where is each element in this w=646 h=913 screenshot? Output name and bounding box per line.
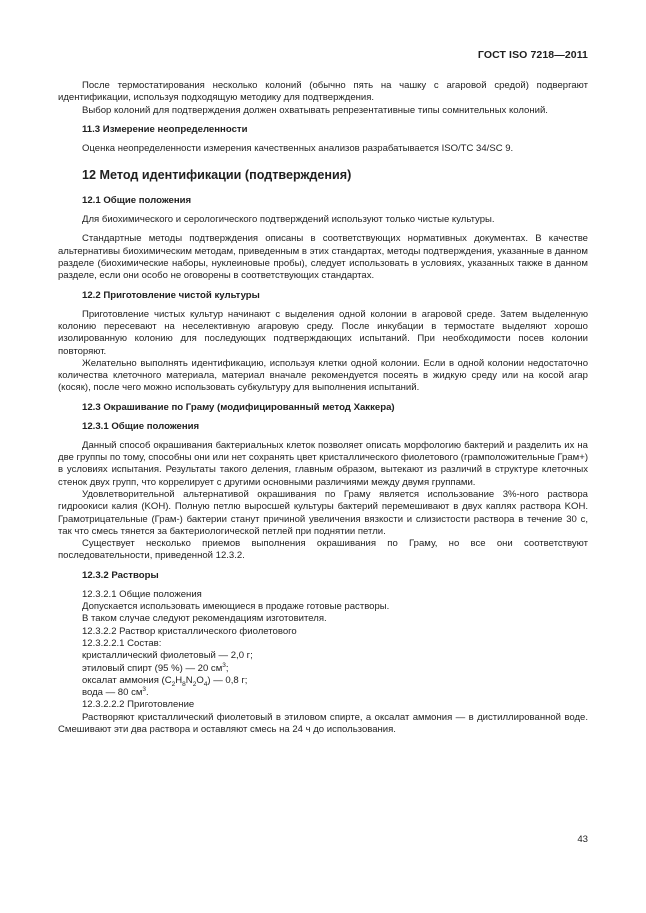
- list-line: 12.3.2.2.1 Состав:: [82, 637, 162, 649]
- section-heading-12: 12 Метод идентификации (подтверждения): [82, 168, 352, 183]
- paragraph: Растворяют кристаллический фиолетовый в этиловом спирте, а оксалат аммония — в дистиллированной воде. Смешивают эти два раствора и оставляют смесь на 24 ч до использования.: [58, 711, 588, 735]
- paragraph: Существует несколько приемов выполнения окрашивания по Граму, но все они соответствуют последовательности, приведенной 12.3.2.: [58, 538, 588, 562]
- paragraph: Приготовление чистых культур начинают с выделения одной колонии в агаровой среде. Затем выделенную колонию пересевают на неселективную агаровую среду. После инкубации в термостате выделяют хорошо изолированную колонию для последующих подтверждающих испытаний. При необходимости посев колонии повторяют.: [58, 308, 588, 357]
- paragraph: Данный способ окрашивания бактериальных клеток позволяет описать морфологию бактерий и разделить их на две группы по тому, способны они или нет сохранять цвет кристаллического фиолетового (грамположительные Грам+) в условиях испытания. Результаты такого деления, главным образом, вытекают из различий в структуре клеточных стенок двух групп, что коррелирует с другими основными различиями между двумя группами.: [58, 439, 588, 488]
- list-line: 12.3.2.2 Раствор кристаллического фиолетового: [82, 625, 297, 637]
- list-line: вода — 80 $см^3$.: [82, 685, 149, 699]
- section-heading-12-1: 12.1 Общие положения: [82, 195, 192, 207]
- paragraph: Стандартные методы подтверждения описаны в соответствующих нормативных документах. В качестве альтернативы биохимическим методам, приведенным в этих стандартах, методы подтверждения, указанные в данном разделе (биохимические наборы, нуклеиновые пробы), следует использовать в условиях, указанных также в данном разделе, если они особо не оговорены в соответствующих стандартах.: [58, 233, 588, 282]
- section-heading-12-3-2: 12.3.2 Растворы: [82, 569, 159, 581]
- list-line: этиловый спирт (95 %) — 20 $см^3$;: [82, 661, 229, 674]
- paragraph: Для биохимического и серологического подтверждений используют только чистые культуры.: [82, 214, 495, 226]
- list-line: Допускается использовать имеющиеся в продаже готовые растворы.: [82, 601, 390, 613]
- list-line: В таком случае следуют рекомендациям изготовителя.: [82, 613, 327, 625]
- section-heading-11-3: 11.3 Измерение неопределенности: [82, 123, 248, 135]
- page-number: 43: [577, 834, 588, 845]
- list-line: кристаллический фиолетовый — 2,0 г;: [82, 650, 253, 662]
- paragraph: Удовлетворительной альтернативой окрашивания по Граму является использование 3%-ного раствора гидроокиси калия (KOH). Полную петлю выросшей культуры бактерий перемешивают в двух каплях раствора KOH. Грамотрицательные (Грам-) бактерии станут причиной увеличения вязкости и слизистости раствора в течение 30 с, так что смесь тянется за бактериологической петлей при поднятии петли.: [58, 488, 588, 537]
- paragraph: Желательно выполнять идентификацию, используя клетки одной колонии. Если в одной колонии недостаточно количества клеточного материала, материал вначале рекомендуется посеять в жидкую среду или на косой агар (косяк), после чего можно использовать субкультуру для выполнения испытаний.: [58, 357, 588, 394]
- list-line: оксалат аммония $(C_2H_8N_2O_4)$ — 0,8 г;: [82, 674, 248, 688]
- list-line: 12.3.2.2.2 Приготовление: [82, 699, 195, 711]
- paragraph: Оценка неопределенности измерения качественных анализов разрабатывается ISO/TC 34/SC 9.: [82, 142, 514, 154]
- page-content: [58, 80, 588, 736]
- section-heading-12-2: 12.2 Приготовление чистой культуры: [82, 289, 260, 301]
- section-heading-12-3: 12.3 Окрашивание по Граму (модифицированный метод Хаккера): [82, 401, 395, 413]
- standard-header: ГОСТ ISO 7218—2011: [477, 49, 588, 61]
- paragraph: Выбор колоний для подтверждения должен охватывать репрезентативные типы сомнительных колоний.: [82, 104, 548, 116]
- section-heading-12-3-1: 12.3.1 Общие положения: [82, 420, 200, 432]
- list-line: 12.3.2.1 Общие положения: [82, 588, 202, 600]
- paragraph: После термостатирования несколько колоний (обычно пять на чашку с агаровой средой) подвергают идентификации, используя подходящую методику для подтверждения.: [58, 80, 588, 104]
